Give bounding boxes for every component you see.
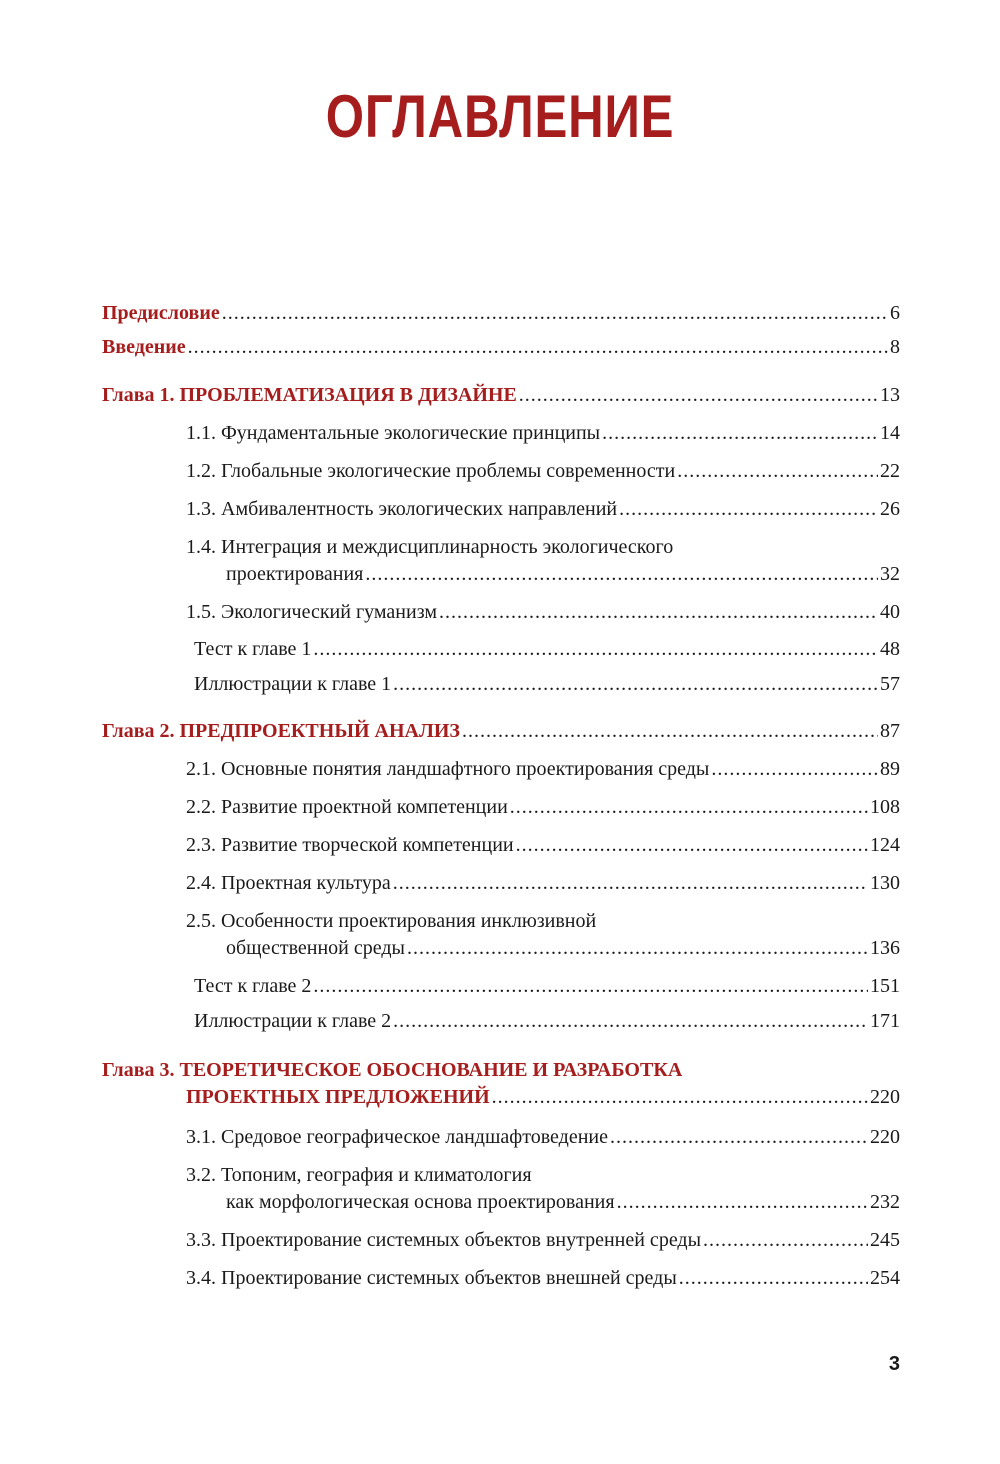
toc-entry-page: 48: [880, 638, 900, 660]
toc-entry-label: Предисловие: [102, 302, 220, 324]
toc-entry-page: 220: [870, 1086, 900, 1108]
leader-dots: [619, 496, 878, 523]
toc-entry-label: 1.2. Глобальные экологические проблемы современности: [186, 460, 676, 482]
toc-entry-label: проектирования: [226, 563, 364, 585]
toc-entry-label: 2.4. Проектная культура: [186, 872, 391, 894]
toc-entry-label: 1.3. Амбивалентность экологических направлений: [186, 498, 618, 520]
toc-entry-page: 151: [870, 975, 900, 997]
leader-dots: [365, 561, 878, 588]
toc-section-1-2[interactable]: [102, 458, 900, 485]
toc-section-1-3[interactable]: [102, 496, 900, 523]
leader-dots: [711, 756, 878, 783]
leader-dots: [610, 1124, 868, 1151]
leader-dots: [188, 334, 888, 361]
leader-dots: [519, 382, 878, 409]
toc-test-1[interactable]: [102, 636, 900, 663]
toc-illustrations-2[interactable]: [102, 1008, 900, 1035]
toc-entry-page: 136: [870, 937, 900, 959]
toc-entry-page: 108: [870, 796, 900, 818]
toc-section-1-4[interactable]: [102, 561, 900, 588]
toc-entry-page: 89: [880, 758, 900, 780]
toc-entry-preface[interactable]: [102, 300, 900, 327]
toc-entry-label: 1.1. Фундаментальные экологические принципы: [186, 422, 601, 444]
toc-entry-intro[interactable]: [102, 334, 900, 361]
toc-entry-label: 3.4. Проектирование системных объектов внешней среды: [186, 1267, 677, 1289]
leader-dots: [492, 1084, 868, 1111]
leader-dots: [602, 420, 878, 447]
toc-entry-page: 130: [870, 872, 900, 894]
toc-chapter-1[interactable]: [102, 382, 900, 409]
toc-entry-label: 1.5. Экологический гуманизм: [186, 601, 437, 623]
toc-entry-page: 14: [880, 422, 900, 444]
toc-section-3-1[interactable]: [102, 1124, 900, 1151]
leader-dots: [407, 935, 868, 962]
toc-chapter-3[interactable]: [102, 1084, 900, 1111]
toc-entry-page: 254: [870, 1267, 900, 1289]
toc-entry-label: Тест к главе 1: [194, 638, 312, 660]
toc-entry-page: 87: [880, 720, 900, 742]
toc-entry-page: 13: [880, 384, 900, 406]
page-title: ОГЛАВЛЕНИЕ: [325, 83, 675, 150]
toc-entry-label: 2.1. Основные понятия ландшафтного проектирования среды: [186, 758, 710, 780]
toc-entry-label: как морфологическая основа проектирования: [226, 1191, 615, 1213]
toc-section-3-2-line1[interactable]: 3.2. Топоним, география и климатология: [186, 1164, 532, 1186]
toc-section-2-5[interactable]: [102, 935, 900, 962]
toc-chapter-2[interactable]: [102, 718, 900, 745]
toc-section-2-5-line1[interactable]: 2.5. Особенности проектирования инклюзивной: [186, 910, 597, 932]
toc-section-1-5[interactable]: [102, 599, 900, 626]
toc-section-1-4-line1[interactable]: 1.4. Интеграция и междисциплинарность экологического: [186, 536, 674, 558]
toc-entry-page: 220: [870, 1126, 900, 1148]
toc-entry-label: Введение: [102, 336, 186, 358]
leader-dots: [617, 1189, 868, 1216]
page-number: 3: [888, 1353, 900, 1375]
toc-chapter-label: Глава 2. ПРЕДПРОЕКТНЫЙ АНАЛИЗ: [102, 720, 460, 742]
leader-dots: [703, 1227, 868, 1254]
toc-entry-page: 57: [880, 673, 900, 695]
toc-entry-page: 6: [890, 302, 900, 324]
toc-entry-label: Иллюстрации к главе 2: [194, 1010, 392, 1032]
toc-section-2-4[interactable]: [102, 870, 900, 897]
toc-entry-label: Иллюстрации к главе 1: [194, 673, 392, 695]
toc-entry-label: 2.3. Развитие творческой компетенции: [186, 834, 514, 856]
toc-entry-page: 124: [870, 834, 900, 856]
table-of-contents: [102, 300, 900, 1292]
leader-dots: [510, 794, 868, 821]
toc-section-3-4[interactable]: [102, 1265, 900, 1292]
toc-entry-label: Тест к главе 2: [194, 975, 312, 997]
toc-section-3-2[interactable]: [102, 1189, 900, 1216]
leader-dots: [313, 636, 878, 663]
leader-dots: [677, 458, 878, 485]
toc-entry-page: 22: [880, 460, 900, 482]
toc-chapter-3-line1[interactable]: Глава 3. ТЕОРЕТИЧЕСКОЕ ОБОСНОВАНИЕ И РАЗРАБОТКА: [102, 1059, 683, 1081]
toc-entry-page: 245: [870, 1229, 900, 1251]
toc-chapter-label: Глава 1. ПРОБЛЕМАТИЗАЦИЯ В ДИЗАЙНЕ: [102, 384, 517, 406]
toc-entry-page: 32: [880, 563, 900, 585]
leader-dots: [393, 671, 878, 698]
toc-section-2-3[interactable]: [102, 832, 900, 859]
toc-section-2-2[interactable]: [102, 794, 900, 821]
leader-dots: [439, 599, 878, 626]
leader-dots: [393, 870, 868, 897]
leader-dots: [222, 300, 888, 327]
leader-dots: [393, 1008, 868, 1035]
leader-dots: [462, 718, 878, 745]
toc-entry-page: 232: [870, 1191, 900, 1213]
toc-section-3-3[interactable]: [102, 1227, 900, 1254]
toc-illustrations-1[interactable]: [102, 671, 900, 698]
toc-section-2-1[interactable]: [102, 756, 900, 783]
toc-chapter-label: ПРОЕКТНЫХ ПРЕДЛОЖЕНИЙ: [186, 1086, 490, 1108]
toc-entry-label: общественной среды: [226, 937, 405, 959]
toc-test-2[interactable]: [102, 973, 900, 1000]
toc-entry-page: 40: [880, 601, 900, 623]
leader-dots: [313, 973, 868, 1000]
toc-entry-label: 3.3. Проектирование системных объектов внутренней среды: [186, 1229, 702, 1251]
toc-section-1-1[interactable]: [102, 420, 900, 447]
leader-dots: [679, 1265, 868, 1292]
toc-entry-label: 3.1. Средовое географическое ландшафтоведение: [186, 1126, 608, 1148]
toc-entry-page: 8: [890, 336, 900, 358]
leader-dots: [516, 832, 868, 859]
toc-entry-page: 171: [870, 1010, 900, 1032]
toc-entry-page: 26: [880, 498, 900, 520]
toc-entry-label: 2.2. Развитие проектной компетенции: [186, 796, 508, 818]
